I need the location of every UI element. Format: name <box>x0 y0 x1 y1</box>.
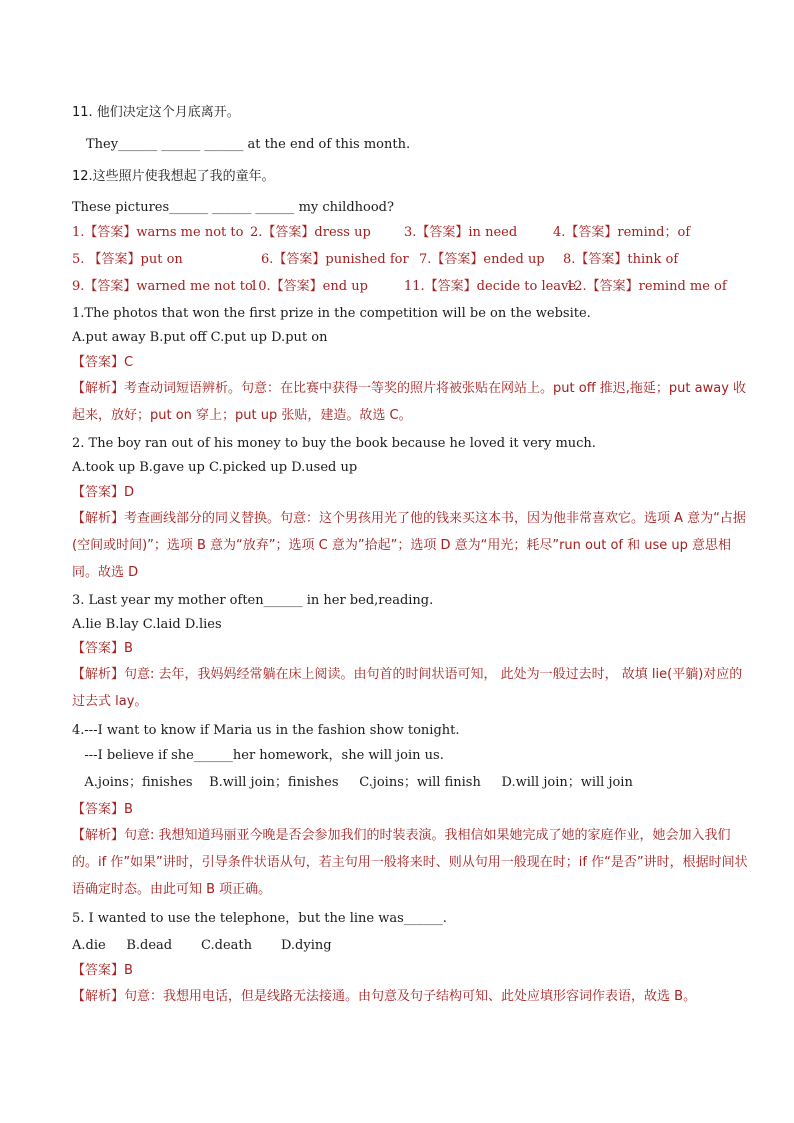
q12-english: These pictures______ ______ ______ my childhood? <box>72 200 394 215</box>
q11-english: They______ ______ ______ at the end of this month. <box>86 137 411 152</box>
mc2-analysis <box>72 505 752 586</box>
q12-chinese: 12.这些照片使我想起了我的童年。 <box>72 169 275 184</box>
answer-7: 7.【答案】ended up <box>419 252 545 267</box>
answer-8: 8.【答案】think of <box>563 252 679 267</box>
mc5-analysis-text: 句意：我想用电话，但是线路无法接通。由句意及句子结构可知、此处应填形容词作表语，故选 B。 <box>124 989 697 1004</box>
mc1-analysis-text: 考查动词短语辨析。句意：在比赛中获得一等奖的照片将被张贴在网站上。put off 推迟,拖延；put away 收起来，放好；put on 穿上；put up 张贴，建造。故选 C。 <box>72 381 747 423</box>
mc1-question: 1.The photos that won the first prize in the competition will be on the website. <box>72 306 591 321</box>
mc3-options: A.lie B.lay C.laid D.lies <box>72 617 222 632</box>
mc4-question: 4.---I want to know if Maria us in the fashion show tonight. <box>72 723 460 738</box>
answer-6: 6.【答案】punished for <box>261 252 409 267</box>
mc2-question: 2. The boy ran out of his money to buy the book because he loved it very much. <box>72 436 596 451</box>
mc5-question: 5. I wanted to use the telephone，but the line was______. <box>72 911 447 926</box>
mc3-answer: 【答案】B <box>72 641 133 656</box>
answer-10: 10.【答案】end up <box>250 279 368 294</box>
mc4-analysis-tag: 【解析】 <box>72 828 125 843</box>
mc5-answer: 【答案】B <box>72 963 133 978</box>
answer-12: 12.【答案】remind me of <box>566 279 727 294</box>
mc1-analysis-tag: 【解析】 <box>72 381 125 396</box>
mc4-question-reply: ---I believe if she______her homework，she will join us. <box>72 748 444 763</box>
mc3-analysis-tag: 【解析】 <box>72 667 125 682</box>
mc1-options: A.put away B.put off C.put up D.put on <box>72 330 328 345</box>
answer-5: 5. 【答案】put on <box>72 252 183 267</box>
answer-4: 4.【答案】remind；of <box>553 225 691 240</box>
q11-chinese: 11. 他们决定这个月底离开。 <box>72 105 240 120</box>
mc3-analysis-text: 句意: 去年，我妈妈经常躺在床上阅读。由句首的时间状语可知， 此处为一般过去时， 故填 lie(平躺)对应的过去式 lay。 <box>72 667 743 709</box>
mc2-options: A.took up B.gave up C.picked up D.used up <box>72 460 358 475</box>
mc1-answer: 【答案】C <box>72 355 134 370</box>
mc4-analysis-text: 句意: 我想知道玛丽亚今晚是否会参加我们的时装表演。我相信如果她完成了她的家庭作业，她会加入我们的。if 作”如果”讲时，引导条件状语从句，若主句用一般将来时、则从句用一般现在时；if 作“是否”讲时，根据时间状语确定时态。由此可知 B 项正确。 <box>72 828 748 897</box>
answer-9: 9.【答案】warned me not to <box>72 279 253 294</box>
mc1-analysis <box>72 375 752 429</box>
mc4-analysis <box>72 822 752 903</box>
mc5-analysis <box>72 983 752 1010</box>
mc4-answer: 【答案】B <box>72 802 133 817</box>
mc2-analysis-tag: 【解析】 <box>72 511 125 526</box>
answer-1: 1.【答案】warns me not to <box>72 225 244 240</box>
mc3-analysis <box>72 661 752 715</box>
mc5-analysis-tag: 【解析】 <box>72 989 125 1004</box>
answer-3: 3.【答案】in need <box>404 225 518 240</box>
answer-11: 11.【答案】decide to leave <box>404 279 577 294</box>
mc5-options: A.die B.dead C.death D.dying <box>72 938 332 953</box>
mc4-options: A.joins；finishes B.will join；finishes C.joins；will finish D.will join；will join <box>72 775 633 790</box>
answer-2: 2.【答案】dress up <box>250 225 371 240</box>
mc3-question: 3. Last year my mother often______ in her bed,reading. <box>72 593 434 608</box>
mc2-analysis-text: 考查画线部分的同义替换。句意：这个男孩用光了他的钱来买这本书，因为他非常喜欢它。选项 A 意为“占据(空间或时间)”；选项 B 意为“放弃”；选项 C 意为”拾起”；选项 D 意为“用光；耗尽”run out of 和 use up 意思相同。故选 D <box>72 511 746 580</box>
mc2-answer: 【答案】D <box>72 485 135 500</box>
